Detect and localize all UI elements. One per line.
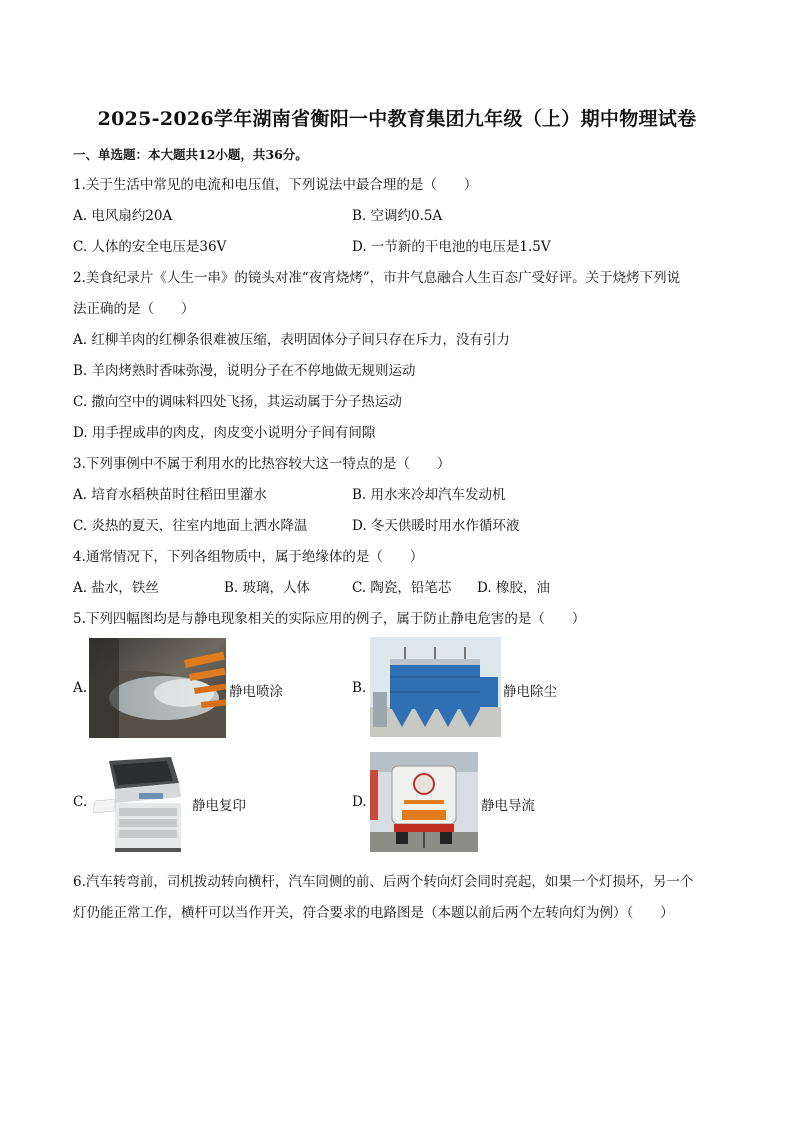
q1-option-c: C. 人体的安全电压是36V xyxy=(73,239,227,255)
q5-option-d-caption: 静电导流 xyxy=(481,798,535,814)
spray-painting-photo xyxy=(89,638,226,738)
q5-stem: 5.下列四幅图均是与静电现象相关的实际应用的例子，属于防止静电危害的是（ ） xyxy=(73,611,586,627)
q5-option-b-letter: B. xyxy=(352,680,367,696)
q5-option-c-letter: C. xyxy=(73,794,88,810)
q5-option-a-caption: 静电喷涂 xyxy=(229,684,283,700)
q3-option-a: A. 培育水稻秧苗时往稻田里灌水 xyxy=(73,487,267,503)
page-title: 2025-2026学年湖南省衡阳一中教育集团九年级（上）期中物理试卷 xyxy=(97,108,697,130)
q5-option-d-image xyxy=(370,752,478,852)
photocopier-photo xyxy=(89,753,189,854)
q3-option-b: B. 用水来冷却汽车发动机 xyxy=(352,487,506,503)
q1-option-d: D. 一节新的干电池的电压是1.5V xyxy=(352,239,551,255)
q4-option-d: D. 橡胶，油 xyxy=(477,580,550,596)
q3-stem: 3.下列事例中不属于利用水的比热容较大这一特点的是（ ） xyxy=(73,456,451,472)
q5-option-d-letter: D. xyxy=(352,794,367,810)
q4-stem: 4.通常情况下，下列各组物质中，属于绝缘体的是（ ） xyxy=(73,549,424,565)
q5-option-b-caption: 静电除尘 xyxy=(503,684,557,700)
q1-option-a: A. 电风扇约20A xyxy=(73,208,173,224)
q3-option-c: C. 炎热的夏天，往室内地面上洒水降温 xyxy=(73,518,308,534)
q5-option-b-image xyxy=(370,637,501,737)
q4-option-a: A. 盐水，铁丝 xyxy=(73,580,159,596)
q6-stem-line2: 灯仍能正常工作，横杆可以当作开关，符合要求的电路图是（本题以前后两个左转向灯为例）（ ） xyxy=(73,905,674,921)
q4-option-c: C. 陶瓷，铅笔芯 xyxy=(352,580,452,596)
q2-option-d: D. 用手捏成串的肉皮，肉皮变小说明分子间有间隙 xyxy=(73,425,376,441)
q2-stem-line2: 法正确的是（ ） xyxy=(73,301,195,317)
q1-stem: 1.关于生活中常见的电流和电压值，下列说法中最合理的是（ ） xyxy=(73,177,478,193)
q2-stem-line1: 2.美食纪录片《人生一串》的镜头对准“夜宵烧烤”，市井气息融合人生百态广受好评。关于烧烤下列说 xyxy=(73,270,681,286)
dust-collector-photo xyxy=(370,637,501,737)
section-heading: 一、单选题：本大题共12小题，共36分。 xyxy=(73,147,308,162)
q5-option-a-image xyxy=(89,638,226,738)
tanker-truck-photo xyxy=(370,752,478,852)
q6-stem-line1: 6.汽车转弯前，司机拨动转向横杆，汽车同侧的前、后两个转向灯会同时亮起，如果一个灯损坏，另一个 xyxy=(73,874,694,890)
q5-option-c-image xyxy=(89,753,189,854)
q2-option-b: B. 羊肉烤熟时香味弥漫，说明分子在不停地做无规则运动 xyxy=(73,363,416,379)
q2-option-c: C. 撒向空中的调味料四处飞扬，其运动属于分子热运动 xyxy=(73,394,402,410)
q5-option-a-letter: A. xyxy=(73,680,88,696)
q5-option-c-caption: 静电复印 xyxy=(192,798,246,814)
q2-option-a: A. 红柳羊肉的红柳条很难被压缩，表明固体分子间只存在斥力，没有引力 xyxy=(73,332,510,348)
q4-option-b: B. 玻璃，人体 xyxy=(224,580,311,596)
q3-option-d: D. 冬天供暖时用水作循环液 xyxy=(352,518,520,534)
q1-option-b: B. 空调约0.5A xyxy=(352,208,443,224)
